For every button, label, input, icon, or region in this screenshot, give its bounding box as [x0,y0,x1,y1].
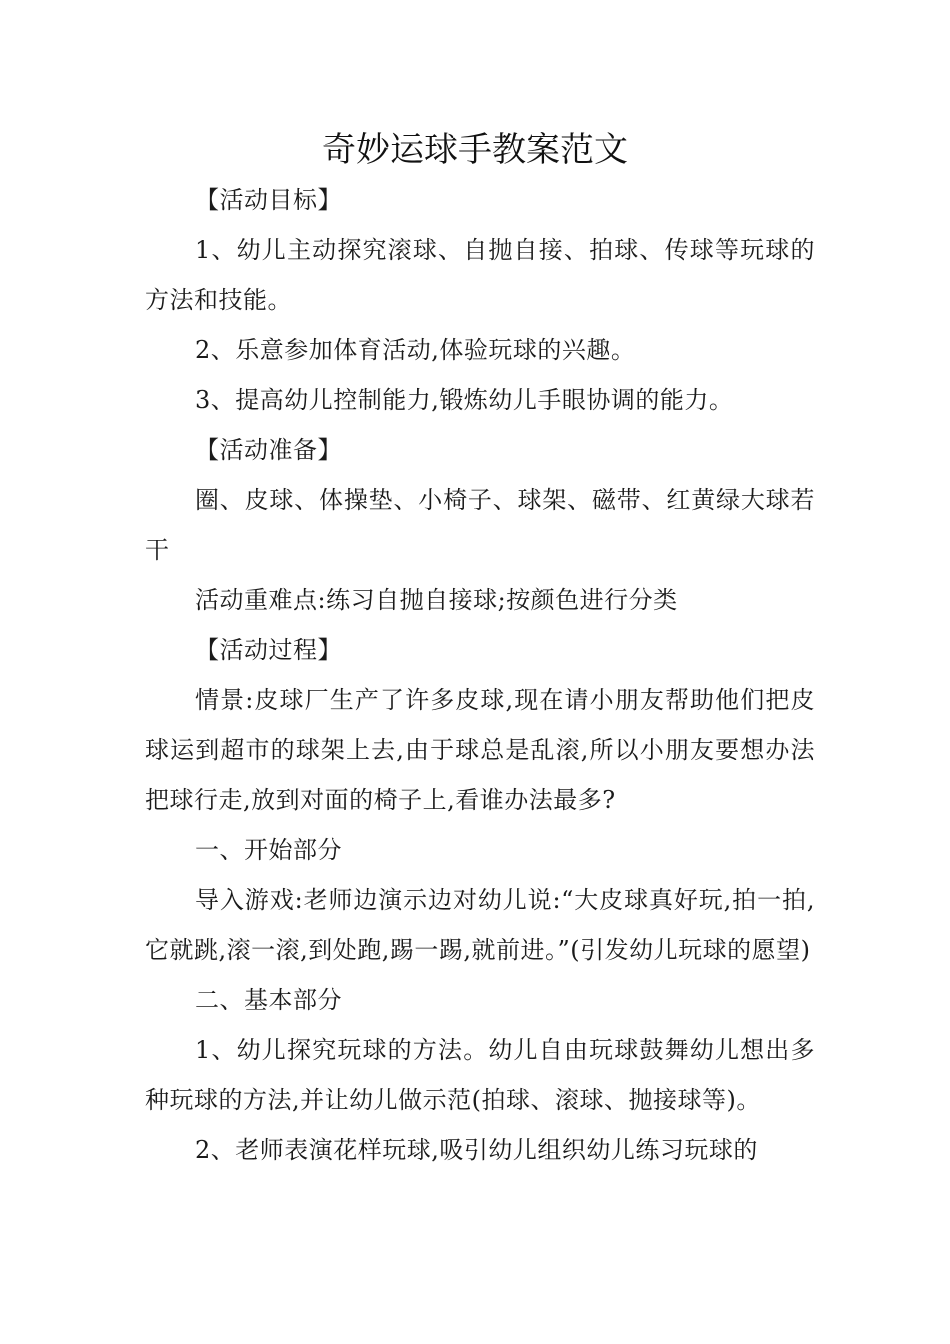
document-body [145,175,815,1175]
goal-item-3: 3、提高幼儿控制能力,锻炼幼儿手眼协调的能力。 [195,386,734,414]
document-title: 奇妙运球手教案范文 [322,130,628,170]
key-difficulties: 活动重难点:练习自抛自接球;按颜色进行分类 [195,586,678,614]
intro-game-paragraph: 导入游戏:老师边演示边对幼儿说:“大皮球真好玩,拍一拍,它就跳,滚一滚,到处跑,踢一踢,就前进。”(引发幼儿玩球的愿望) [145,886,815,964]
section-heading-goals: 【活动目标】 [195,186,342,214]
goal-item-1: 1、幼儿主动探究滚球、自抛自接、拍球、传球等玩球的方法和技能。 [145,236,815,314]
goal-item-2: 2、乐意参加体育活动,体验玩球的兴趣。 [195,336,636,364]
part-two-heading: 二、基本部分 [195,986,342,1014]
section-heading-process: 【活动过程】 [195,636,342,664]
basic-step-2: 2、老师表演花样玩球,吸引幼儿组织幼儿练习玩球的 [195,1136,758,1164]
preparation-materials: 圈、皮球、体操垫、小椅子、球架、磁带、红黄绿大球若干 [145,486,815,564]
basic-step-1: 1、幼儿探究玩球的方法。幼儿自由玩球鼓舞幼儿想出多种玩球的方法,并让幼儿做示范(拍球、滚球、抛接球等)。 [145,1036,815,1114]
section-heading-preparation: 【活动准备】 [195,436,342,464]
scenario-paragraph: 情景:皮球厂生产了许多皮球,现在请小朋友帮助他们把皮球运到超市的球架上去,由于球总是乱滚,所以小朋友要想办法把球行走,放到对面的椅子上,看谁办法最多? [145,686,815,814]
part-one-heading: 一、开始部分 [195,836,342,864]
